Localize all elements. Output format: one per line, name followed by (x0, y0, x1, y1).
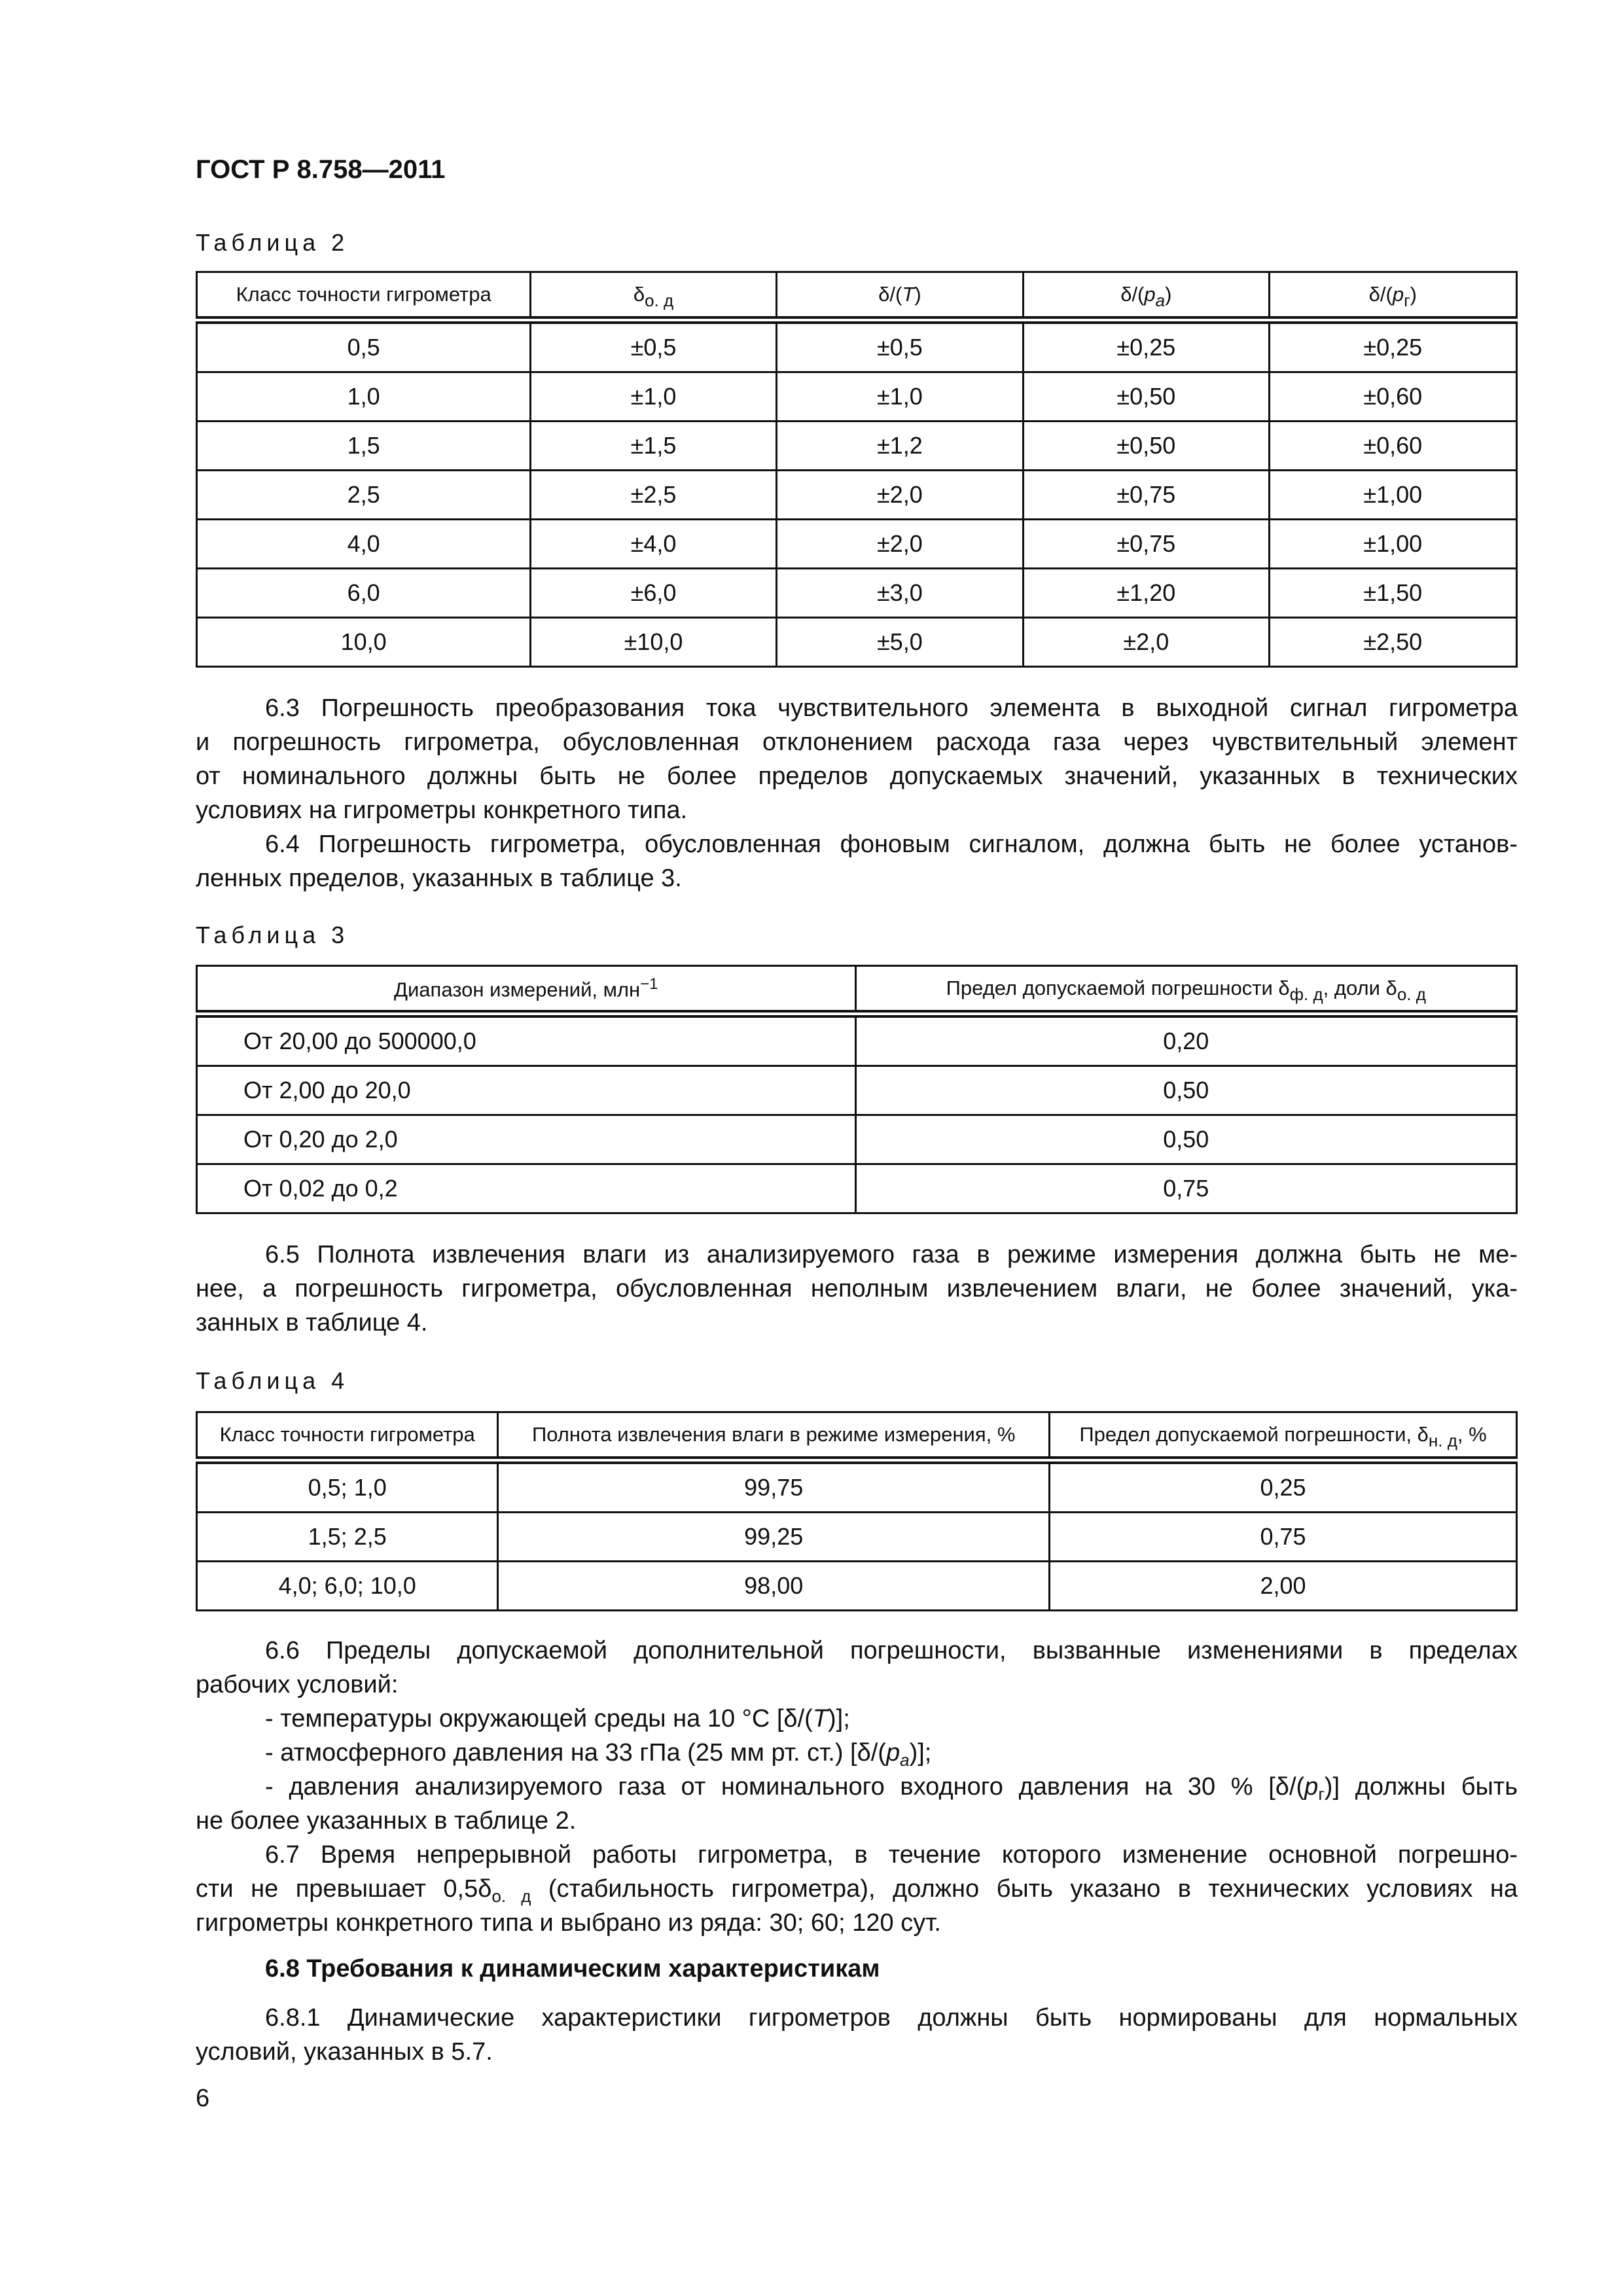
table-cell: ±0,60 (1269, 372, 1516, 422)
table-cell: 0,50 (855, 1115, 1516, 1164)
text-line: 6.6 Пределы допускаемой дополнительной погрешности, вызванные изменениями в пределах (265, 1637, 1518, 1664)
table-3 (196, 965, 1518, 1214)
table-cell: 0,5 (197, 320, 531, 372)
table-cell: 99,75 (498, 1460, 1050, 1513)
table-cell: 1,5; 2,5 (197, 1513, 498, 1562)
table-row (197, 1014, 1517, 1066)
table-cell: ±10,0 (531, 618, 776, 667)
table-cell: ±4,0 (531, 520, 776, 569)
paragraph-6-8-1 (196, 2001, 1518, 2069)
table-cell: 98,00 (498, 1562, 1050, 1611)
table-cell: ±2,50 (1269, 618, 1516, 667)
text-line: рабочих условий: (196, 1671, 399, 1698)
table-cell: От 20,00 до 500000,0 (197, 1014, 856, 1066)
table-header-row (197, 272, 1517, 321)
text-line: не более указанных в таблице 2. (196, 1807, 577, 1835)
text-line: условиях на гигрометры конкретного типа. (196, 797, 688, 824)
table-row (197, 1562, 1517, 1611)
header-limit: Предел допускаемой погрешности, $\delta_{н. д}$, % (1050, 1412, 1517, 1461)
table-row (197, 1066, 1517, 1115)
table-cell: ±1,20 (1024, 569, 1269, 618)
table-cell: 1,0 (197, 372, 531, 422)
table-cell: От 0,02 до 0,2 (197, 1164, 856, 1213)
text-line: нее, а погрешность гигрометра, обусловленная неполным извлечением влаги, не более значений, ука- (196, 1275, 1518, 1302)
table-row (197, 372, 1517, 422)
table-cell: 10,0 (197, 618, 531, 667)
table-cell: ±0,25 (1024, 320, 1269, 372)
header-delta-pa: $\delta/(p_a)$ (1024, 272, 1269, 321)
table-cell: ±1,50 (1269, 569, 1516, 618)
table-cell: ±2,0 (776, 471, 1023, 520)
text-line: 6.8.1 Динамические характеристики гигрометров должны быть нормированы для нормальных (265, 2004, 1518, 2032)
table-cell: ±1,00 (1269, 520, 1516, 569)
table-row (197, 1115, 1517, 1164)
table-cell: От 0,20 до 2,0 (197, 1115, 856, 1164)
text-line: занных в таблице 4. (196, 1309, 428, 1336)
table-cell: 0,20 (855, 1014, 1516, 1066)
table-cell: ±0,5 (776, 320, 1023, 372)
text-line: - давления анализируемого газа от номинального входного давления на 30 % $[\delta/(p_г)]$ должны быть (265, 1773, 1518, 1804)
table-cell: ±0,5 (531, 320, 776, 372)
header-range: Диапазон измерений, млн$^{-1}$ (197, 966, 856, 1014)
table-row (197, 471, 1517, 520)
table-cell: ±0,75 (1024, 471, 1269, 520)
table-cell: 0,25 (1050, 1460, 1517, 1513)
table-cell: ±1,2 (776, 422, 1023, 471)
table-cell: 2,5 (197, 471, 531, 520)
section-heading-6-8: 6.8 Требования к динамическим характеристикам (265, 1955, 880, 1982)
table-row (197, 569, 1517, 618)
table-cell: ±1,5 (531, 422, 776, 471)
table-row (197, 1164, 1517, 1213)
text-line: - атмосферного давления на 33 гПа (25 мм рт. ст.) $[\delta/(p_a)]$; (265, 1739, 932, 1770)
table-3-label: Таблица 3 (196, 922, 349, 948)
paragraph-6-5 (196, 1238, 1518, 1340)
header-accuracy-class: Класс точности гигрометра (197, 1412, 498, 1461)
text-line: 6.3 Погрешность преобразования тока чувствительного элемента в выходной сигнал гигрометра (265, 694, 1518, 722)
table-cell: ±3,0 (776, 569, 1023, 618)
text-line: от номинального должны быть не более пределов допускаемых значений, указанных в технических (196, 762, 1518, 790)
header-limit: Предел допускаемой погрешности $\delta_{ф. д}$, доли $\delta_{о. д}$ (855, 966, 1516, 1014)
text-line: гигрометры конкретного типа и выбрано из ряда: 30; 60; 120 сут. (196, 1909, 941, 1937)
table-header-row (197, 1412, 1517, 1461)
header-extraction: Полнота извлечения влаги в режиме измерения, % (498, 1412, 1050, 1461)
table-cell: От 2,00 до 20,0 (197, 1066, 856, 1115)
table-cell: ±2,5 (531, 471, 776, 520)
table-cell: 0,5; 1,0 (197, 1460, 498, 1513)
table-2 (196, 271, 1518, 668)
text-line: ленных пределов, указанных в таблице 3. (196, 865, 682, 892)
table-cell: ±0,50 (1024, 372, 1269, 422)
text-line: 6.4 Погрешность гигрометра, обусловленная фоновым сигналом, должна быть не более установ- (265, 831, 1518, 858)
header-delta-od: $\delta_{о. д}$ (531, 272, 776, 321)
table-cell: 2,00 (1050, 1562, 1517, 1611)
table-cell: 99,25 (498, 1513, 1050, 1562)
table-cell: ±2,0 (776, 520, 1023, 569)
table-cell: ±1,00 (1269, 471, 1516, 520)
table-cell: ±6,0 (531, 569, 776, 618)
paragraph-6-3 (196, 691, 1518, 895)
table-row (197, 520, 1517, 569)
table-cell: ±0,25 (1269, 320, 1516, 372)
table-cell: ±0,50 (1024, 422, 1269, 471)
text-line: 6.5 Полнота извлечения влаги из анализируемого газа в режиме измерения должна быть не ме- (265, 1241, 1518, 1268)
text-line: и погрешность гигрометра, обусловленная отклонением расхода газа через чувствительный элемент (196, 728, 1518, 756)
table-header-row (197, 966, 1517, 1014)
table-cell: 4,0 (197, 520, 531, 569)
text-line: сти не превышает $0,5\delta_{о. д}$ (стабильность гигрометра), должно быть указано в технических условиях на (196, 1875, 1518, 1906)
table-cell: ±5,0 (776, 618, 1023, 667)
table-cell: 1,5 (197, 422, 531, 471)
table-cell: 0,75 (1050, 1513, 1517, 1562)
page-number: 6 (196, 2085, 210, 2112)
table-4 (196, 1411, 1518, 1611)
table-cell: 0,75 (855, 1164, 1516, 1213)
table-row (197, 320, 1517, 372)
table-row (197, 1460, 1517, 1513)
table-row (197, 618, 1517, 667)
table-cell: ±1,0 (776, 372, 1023, 422)
header-delta-pg: $\delta/(p_г)$ (1269, 272, 1516, 321)
table-4-label: Таблица 4 (196, 1367, 349, 1394)
table-row (197, 1513, 1517, 1562)
table-cell: 0,50 (855, 1066, 1516, 1115)
text-line: условий, указанных в 5.7. (196, 2038, 493, 2066)
table-row (197, 422, 1517, 471)
table-cell: ±1,0 (531, 372, 776, 422)
document-code: ГОСТ Р 8.758—2011 (196, 155, 446, 184)
table-cell: 6,0 (197, 569, 531, 618)
header-accuracy-class: Класс точности гигрометра (197, 272, 531, 321)
table-cell: ±2,0 (1024, 618, 1269, 667)
paragraph-6-6 (196, 1634, 1518, 1940)
table-2-label: Таблица 2 (196, 229, 349, 256)
table-cell: ±0,60 (1269, 422, 1516, 471)
text-line: 6.7 Время непрерывной работы гигрометра, в течение которого изменение основной погрешно- (265, 1841, 1518, 1869)
text-line: - температуры окружающей среды на 10 °С [δ/(T)]; (265, 1705, 850, 1732)
header-delta-T: δ/(T) (776, 272, 1023, 321)
table-cell: 4,0; 6,0; 10,0 (197, 1562, 498, 1611)
table-cell: ±0,75 (1024, 520, 1269, 569)
